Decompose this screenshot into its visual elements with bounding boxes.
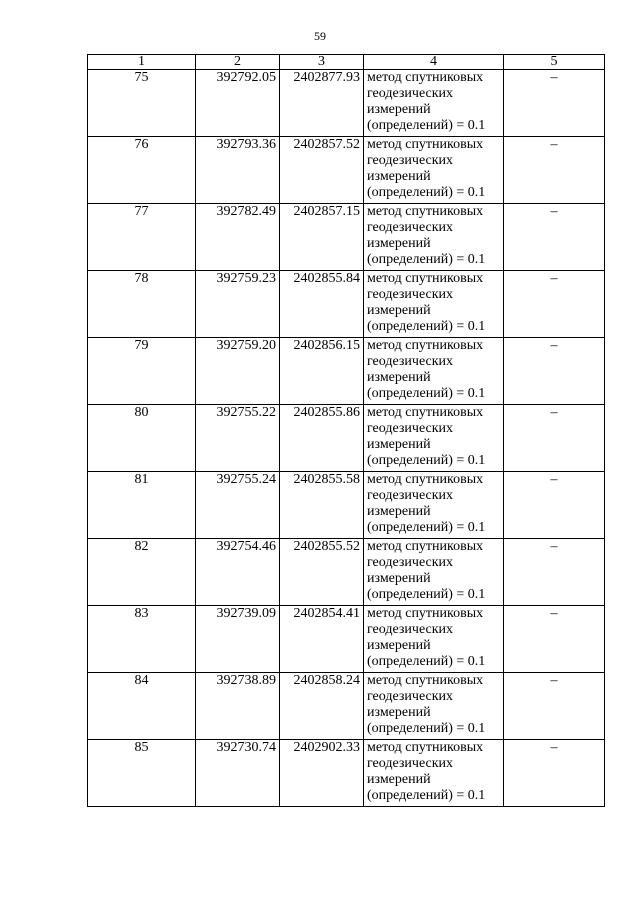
- method-line: геодезических: [367, 555, 454, 570]
- y-coordinate-cell: 2402855.84: [280, 271, 364, 338]
- table-row: [88, 740, 605, 807]
- method-line: (определений) = 0.1: [367, 118, 486, 133]
- y-coordinate-cell: 2402855.52: [280, 539, 364, 606]
- point-number-cell: 83: [88, 606, 196, 673]
- method-line: (определений) = 0.1: [367, 319, 486, 334]
- x-coordinate-cell: 392755.24: [196, 472, 280, 539]
- x-coordinate-cell: 392792.05: [196, 70, 280, 137]
- table-row: [88, 606, 605, 673]
- point-number-cell: 75: [88, 70, 196, 137]
- method-line: геодезических: [367, 287, 454, 302]
- method-line: измерений: [367, 638, 431, 653]
- method-line: (определений) = 0.1: [367, 185, 486, 200]
- table-row: [88, 137, 605, 204]
- method-line: геодезических: [367, 86, 454, 101]
- method-cell: [364, 204, 504, 271]
- note-cell: –: [504, 740, 605, 807]
- x-coordinate-cell: 392759.23: [196, 271, 280, 338]
- method-line: измерений: [367, 571, 431, 586]
- method-line: метод спутниковых: [367, 405, 484, 420]
- table-row: [88, 405, 605, 472]
- x-coordinate-cell: 392793.36: [196, 137, 280, 204]
- note-cell: –: [504, 405, 605, 472]
- table-row: [88, 70, 605, 137]
- method-line: измерений: [367, 772, 431, 787]
- coordinates-table: [87, 54, 605, 807]
- method-line: метод спутниковых: [367, 472, 484, 487]
- method-cell: [364, 472, 504, 539]
- point-number-cell: 85: [88, 740, 196, 807]
- note-cell: –: [504, 137, 605, 204]
- y-coordinate-cell: 2402857.52: [280, 137, 364, 204]
- method-line: метод спутниковых: [367, 271, 484, 286]
- method-line: (определений) = 0.1: [367, 252, 486, 267]
- method-cell: [364, 606, 504, 673]
- x-coordinate-cell: 392739.09: [196, 606, 280, 673]
- table-row: [88, 472, 605, 539]
- x-coordinate-cell: 392759.20: [196, 338, 280, 405]
- method-line: (определений) = 0.1: [367, 788, 486, 803]
- y-coordinate-cell: 2402854.41: [280, 606, 364, 673]
- note-cell: –: [504, 472, 605, 539]
- method-cell: [364, 70, 504, 137]
- method-line: измерений: [367, 102, 431, 117]
- method-line: геодезических: [367, 622, 454, 637]
- x-coordinate-cell: 392755.22: [196, 405, 280, 472]
- table-row: [88, 338, 605, 405]
- y-coordinate-cell: 2402902.33: [280, 740, 364, 807]
- method-cell: [364, 338, 504, 405]
- method-line: (определений) = 0.1: [367, 587, 486, 602]
- x-coordinate-cell: 392730.74: [196, 740, 280, 807]
- method-line: измерений: [367, 236, 431, 251]
- note-cell: –: [504, 673, 605, 740]
- method-line: (определений) = 0.1: [367, 654, 486, 669]
- method-line: метод спутниковых: [367, 338, 484, 353]
- method-line: измерений: [367, 504, 431, 519]
- y-coordinate-cell: 2402855.58: [280, 472, 364, 539]
- table-header-row: [88, 55, 605, 70]
- method-cell: [364, 740, 504, 807]
- header-col-2: 2: [196, 55, 280, 70]
- method-line: метод спутниковых: [367, 204, 484, 219]
- method-cell: [364, 271, 504, 338]
- method-line: (определений) = 0.1: [367, 386, 486, 401]
- method-line: метод спутниковых: [367, 539, 484, 554]
- y-coordinate-cell: 2402855.86: [280, 405, 364, 472]
- header-col-4: 4: [364, 55, 504, 70]
- method-line: измерений: [367, 437, 431, 452]
- note-cell: –: [504, 271, 605, 338]
- table-row: [88, 204, 605, 271]
- method-line: геодезических: [367, 756, 454, 771]
- header-col-3: 3: [280, 55, 364, 70]
- method-line: метод спутниковых: [367, 70, 484, 85]
- table-row: [88, 271, 605, 338]
- point-number-cell: 84: [88, 673, 196, 740]
- page-number: 59: [314, 29, 326, 43]
- x-coordinate-cell: 392754.46: [196, 539, 280, 606]
- method-line: геодезических: [367, 354, 454, 369]
- method-cell: [364, 137, 504, 204]
- y-coordinate-cell: 2402857.15: [280, 204, 364, 271]
- method-line: измерений: [367, 705, 431, 720]
- method-cell: [364, 405, 504, 472]
- method-line: измерений: [367, 169, 431, 184]
- method-line: измерений: [367, 303, 431, 318]
- note-cell: –: [504, 204, 605, 271]
- header-col-5: 5: [504, 55, 605, 70]
- note-cell: –: [504, 606, 605, 673]
- method-line: (определений) = 0.1: [367, 520, 486, 535]
- method-line: геодезических: [367, 220, 454, 235]
- method-line: (определений) = 0.1: [367, 721, 486, 736]
- method-cell: [364, 539, 504, 606]
- note-cell: –: [504, 338, 605, 405]
- method-cell: [364, 673, 504, 740]
- y-coordinate-cell: 2402877.93: [280, 70, 364, 137]
- point-number-cell: 76: [88, 137, 196, 204]
- point-number-cell: 79: [88, 338, 196, 405]
- method-line: метод спутниковых: [367, 137, 484, 152]
- table-body: [88, 70, 605, 807]
- point-number-cell: 78: [88, 271, 196, 338]
- note-cell: –: [504, 70, 605, 137]
- point-number-cell: 81: [88, 472, 196, 539]
- table-row: [88, 539, 605, 606]
- method-line: метод спутниковых: [367, 606, 484, 621]
- point-number-cell: 82: [88, 539, 196, 606]
- method-line: геодезических: [367, 153, 454, 168]
- x-coordinate-cell: 392738.89: [196, 673, 280, 740]
- header-col-1: 1: [88, 55, 196, 70]
- y-coordinate-cell: 2402856.15: [280, 338, 364, 405]
- table-row: [88, 673, 605, 740]
- x-coordinate-cell: 392782.49: [196, 204, 280, 271]
- point-number-cell: 80: [88, 405, 196, 472]
- note-cell: –: [504, 539, 605, 606]
- point-number-cell: 77: [88, 204, 196, 271]
- method-line: (определений) = 0.1: [367, 453, 486, 468]
- y-coordinate-cell: 2402858.24: [280, 673, 364, 740]
- method-line: метод спутниковых: [367, 740, 484, 755]
- method-line: геодезических: [367, 421, 454, 436]
- method-line: измерений: [367, 370, 431, 385]
- method-line: геодезических: [367, 488, 454, 503]
- method-line: геодезических: [367, 689, 454, 704]
- method-line: метод спутниковых: [367, 673, 484, 688]
